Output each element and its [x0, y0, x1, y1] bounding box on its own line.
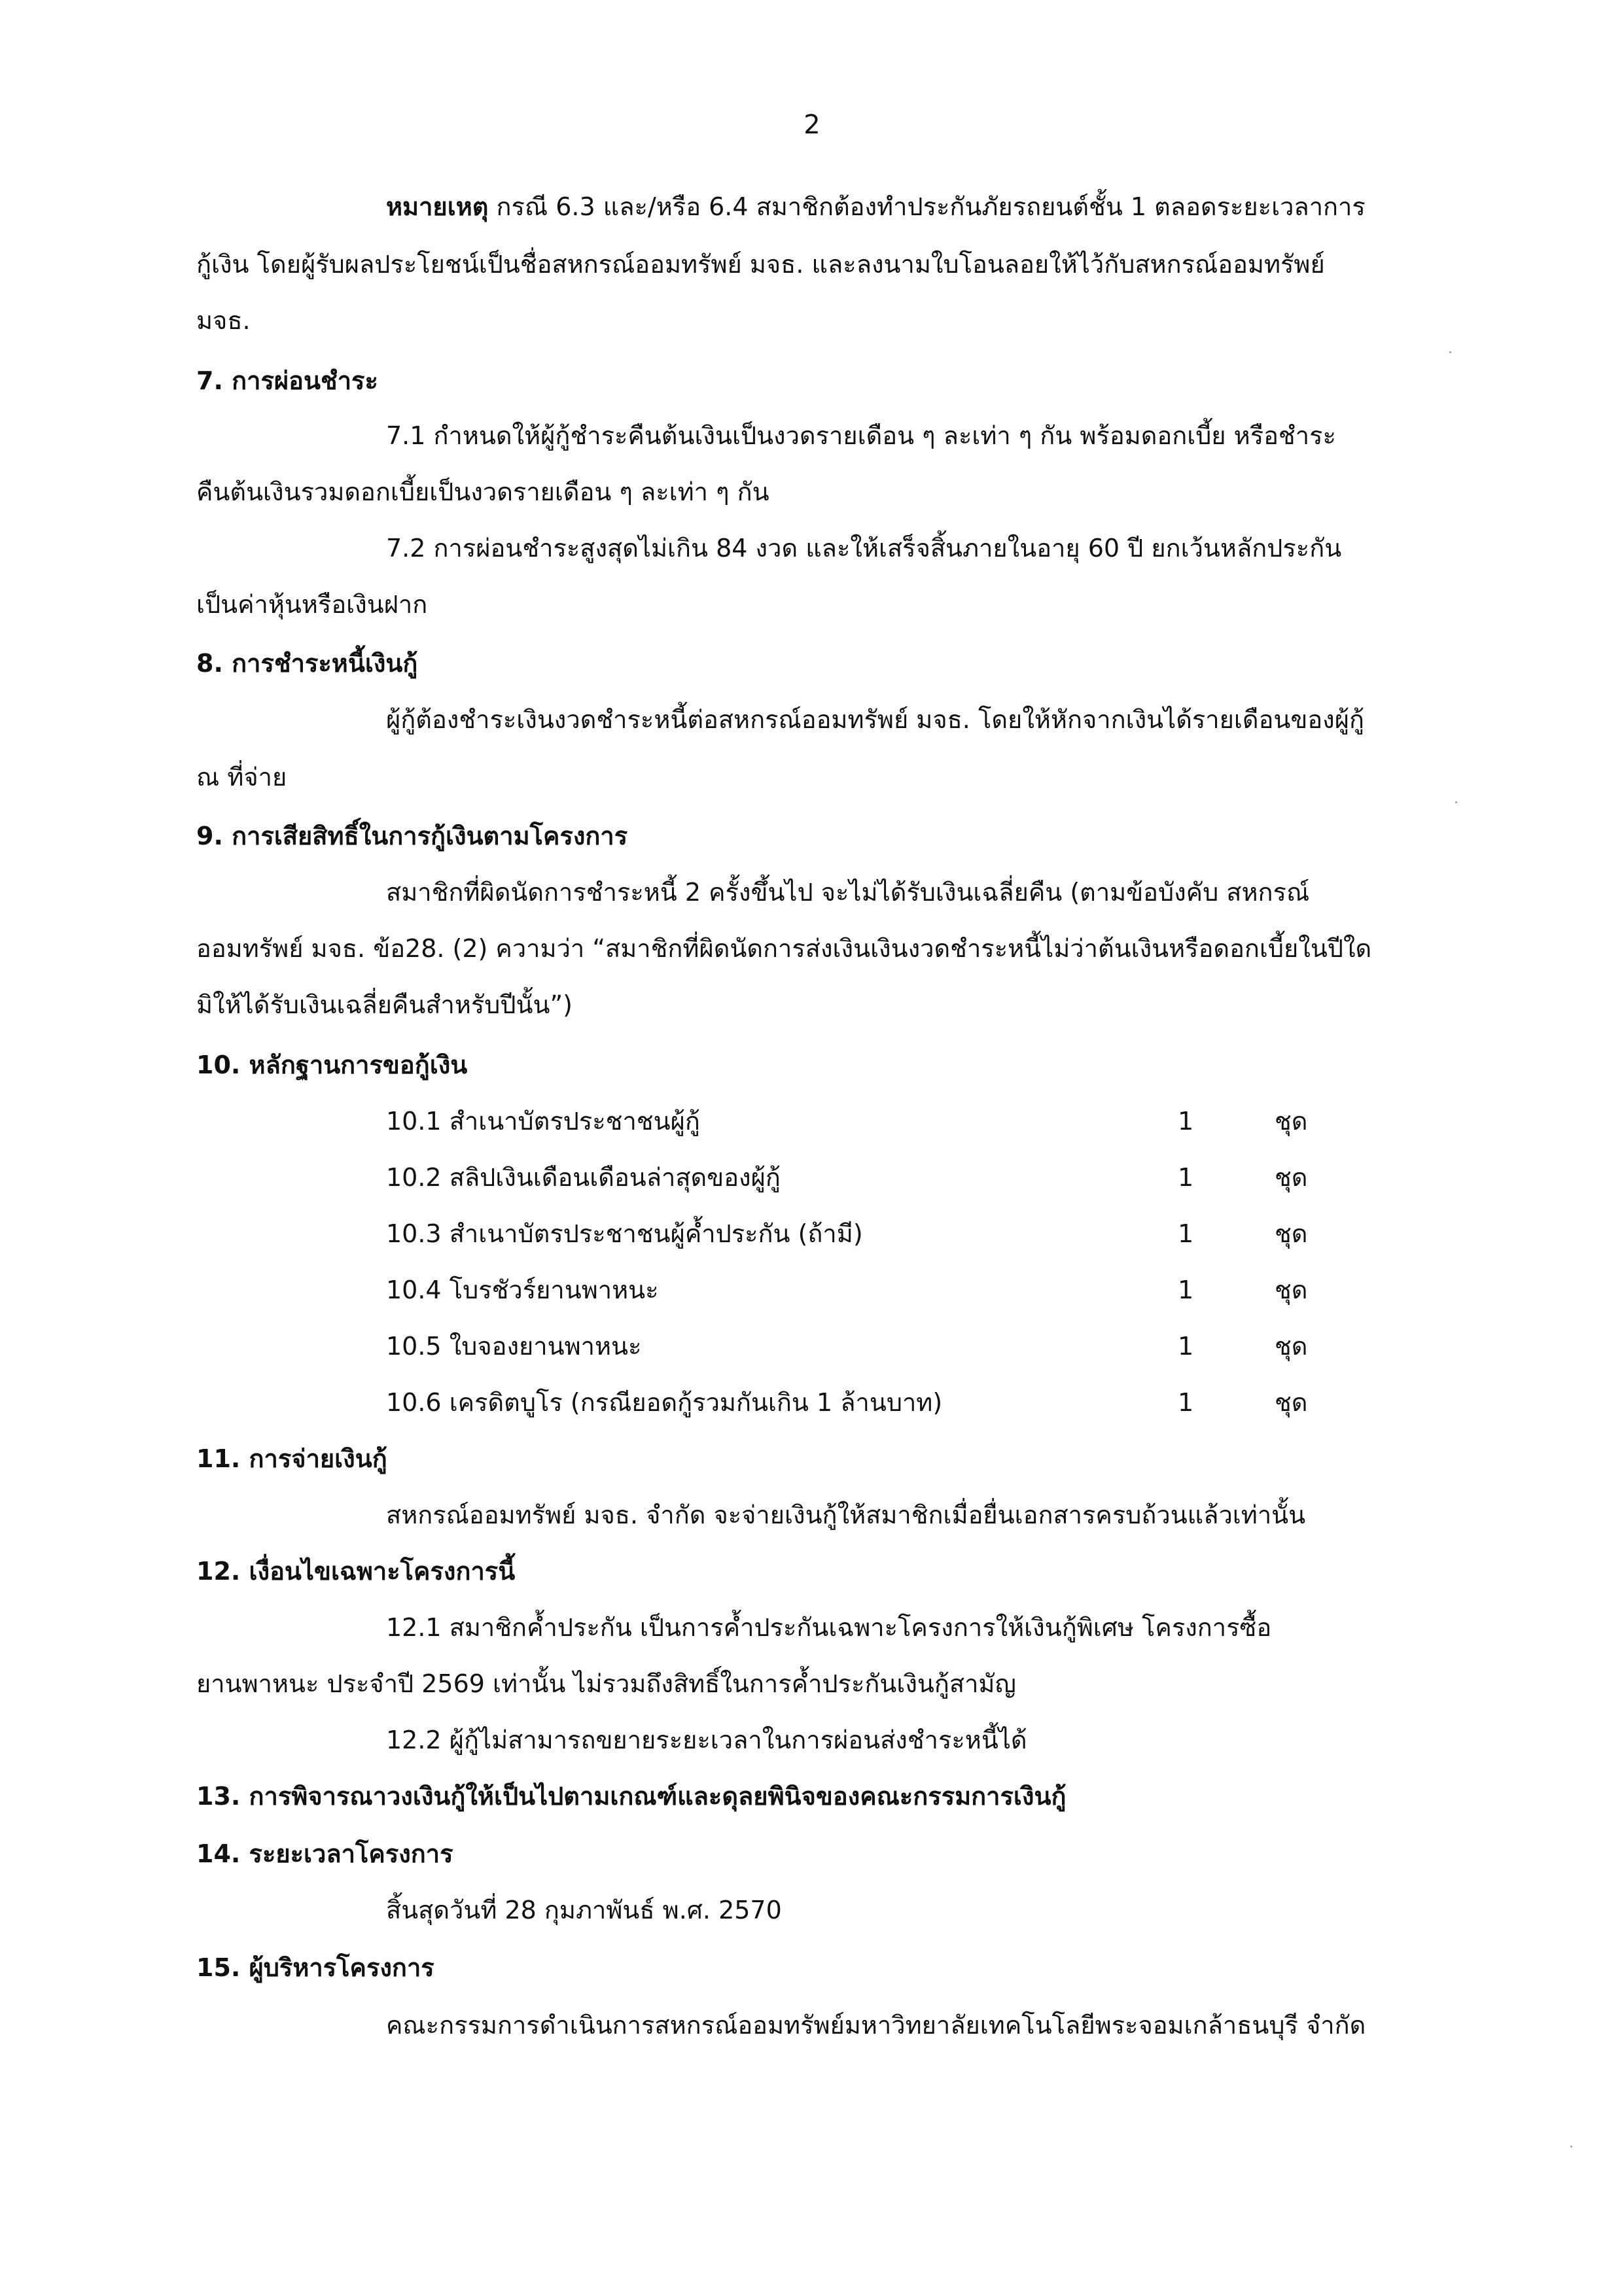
note-line-2: กู้เงิน โดยผู้รับผลประโยชน์เป็นชื่อสหกรณ์ออมทรัพย์ มจธ. และลงนามใบโอนลอยให้ไว้กับสหกรณ์ออมทรัพย์ [196, 250, 1325, 279]
section-7-2-line-2: เป็นค่าหุ้นหรือเงินฝาก [196, 590, 428, 619]
section-8-line-2: ณ ที่จ่าย [196, 763, 287, 791]
section-13-heading: 13. การพิจารณาวงเงินกู้ให้เป็นไปตามเกณฑ์และดุลยพินิจของคณะกรรมการเงินกู้ [196, 1782, 1067, 1811]
requirement-label: 10.4 โบรชัวร์ยานพาหนะ [386, 1276, 659, 1304]
section-9-line-2: ออมทรัพย์ มจธ. ข้อ28. (2) ความว่า “สมาชิกที่ผิดนัดการส่งเงินเงินงวดชำระหนี้ไม่ว่าต้นเงินหรือดอกเบี้ยในปีใด [196, 934, 1372, 963]
requirement-qty: 1 [1178, 1332, 1194, 1361]
section-9-line-3: มิให้ได้รับเงินเฉลี่ยคืนสำหรับปีนั้น”) [196, 990, 573, 1019]
requirement-qty: 1 [1178, 1107, 1194, 1136]
page-number: 2 [803, 110, 821, 140]
requirement-unit: ชุด [1275, 1276, 1308, 1304]
section-11-heading: 11. การจ่ายเงินกู้ [196, 1444, 387, 1473]
requirement-unit: ชุด [1275, 1388, 1308, 1417]
requirement-unit: ชุด [1275, 1332, 1308, 1361]
note-line-1 [386, 187, 1366, 226]
requirement-qty: 1 [1178, 1219, 1194, 1248]
section-14-heading: 14. ระยะเวลาโครงการ [196, 1839, 453, 1868]
requirement-label: 10.5 ใบจองยานพาหนะ [386, 1332, 642, 1361]
section-7-heading: 7. การผ่อนชำระ [196, 366, 378, 395]
scan-speck [1449, 351, 1451, 353]
requirement-unit: ชุด [1275, 1107, 1308, 1136]
scan-speck [1455, 801, 1457, 803]
requirement-label: 10.6 เครดิตบูโร (กรณียอดกู้รวมกันเกิน 1 ล้านบาท) [386, 1388, 943, 1417]
note-line-3: มจธ. [196, 306, 251, 335]
requirement-qty: 1 [1178, 1163, 1194, 1192]
note-label: หมายเหตุ [386, 192, 489, 221]
section-14-line-1: สิ้นสุดวันที่ 28 กุมภาพันธ์ พ.ศ. 2570 [386, 1896, 782, 1924]
section-15-heading: 15. ผู้บริหารโครงการ [196, 1953, 434, 1982]
section-9-heading: 9. การเสียสิทธิ์ในการกู้เงินตามโครงการ [196, 822, 628, 850]
section-10-heading: 10. หลักฐานการขอกู้เงิน [196, 1051, 468, 1079]
section-12-1-line-2: ยานพาหนะ ประจำปี 2569 เท่านั้น ไม่รวมถึงสิทธิ์ในการค้ำประกันเงินกู้สามัญ [196, 1669, 1016, 1698]
section-7-1-line-1: 7.1 กำหนดให้ผู้กู้ชำระคืนต้นเงินเป็นงวดรายเดือน ๆ ละเท่า ๆ กัน พร้อมดอกเบี้ย หรือชำระ [386, 421, 1336, 450]
note-text-1: กรณี 6.3 และ/หรือ 6.4 สมาชิกต้องทำประกันภัยรถยนต์ชั้น 1 ตลอดระยะเวลาการ [488, 192, 1366, 221]
requirement-qty: 1 [1178, 1276, 1194, 1304]
requirement-label: 10.1 สำเนาบัตรประชาชนผู้กู้ [386, 1107, 700, 1136]
section-8-line-1: ผู้กู้ต้องชำระเงินงวดชำระหนี้ต่อสหกรณ์ออมทรัพย์ มจธ. โดยให้หักจากเงินได้รายเดือนของผู้กู้ [386, 705, 1365, 734]
section-12-heading: 12. เงื่อนไขเฉพาะโครงการนี้ [196, 1557, 516, 1586]
requirement-label: 10.3 สำเนาบัตรประชาชนผู้ค้ำประกัน (ถ้ามี) [386, 1219, 863, 1248]
requirement-unit: ชุด [1275, 1163, 1308, 1192]
section-11-line-1: สหกรณ์ออมทรัพย์ มจธ. จำกัด จะจ่ายเงินกู้ให้สมาชิกเมื่อยื่นเอกสารครบถ้วนแล้วเท่านั้น [386, 1501, 1306, 1529]
scan-speck [1570, 2146, 1572, 2148]
requirement-qty: 1 [1178, 1388, 1194, 1417]
section-7-2-line-1: 7.2 การผ่อนชำระสูงสุดไม่เกิน 84 งวด และให้เสร็จสิ้นภายในอายุ 60 ปี ยกเว้นหลักประกัน [386, 534, 1342, 563]
section-9-line-1: สมาชิกที่ผิดนัดการชำระหนี้ 2 ครั้งขึ้นไป จะไม่ได้รับเงินเฉลี่ยคืน (ตามข้อบังคับ สหกรณ์ [386, 878, 1310, 907]
section-8-heading: 8. การชำระหนี้เงินกู้ [196, 649, 418, 678]
section-12-2-line-1: 12.2 ผู้กู้ไม่สามารถขยายระยะเวลาในการผ่อนส่งชำระหนี้ได้ [386, 1726, 1027, 1754]
requirement-label: 10.2 สลิปเงินเดือนเดือนล่าสุดของผู้กู้ [386, 1163, 781, 1192]
section-7-1-line-2: คืนต้นเงินรวมดอกเบี้ยเป็นงวดรายเดือน ๆ ละเท่า ๆ กัน [196, 478, 769, 506]
section-15-line-1: คณะกรรมการดำเนินการสหกรณ์ออมทรัพย์มหาวิทยาลัยเทคโนโลยีพระจอมเกล้าธนบุรี จำกัด [386, 2011, 1366, 2040]
requirement-unit: ชุด [1275, 1219, 1308, 1248]
section-12-1-line-1: 12.1 สมาชิกค้ำประกัน เป็นการค้ำประกันเฉพาะโครงการให้เงินกู้พิเศษ โครงการซื้อ [386, 1613, 1272, 1642]
